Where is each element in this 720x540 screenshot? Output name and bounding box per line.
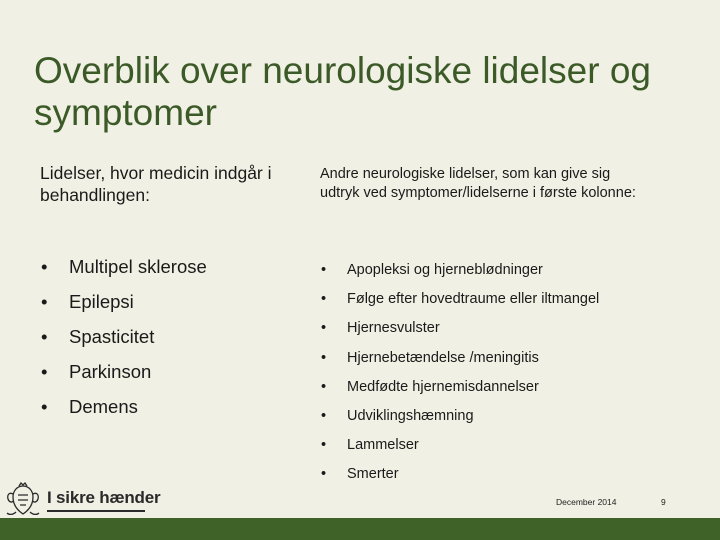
bullet-icon: • [321,407,327,424]
logo-text: I sikre hænder [47,488,161,507]
list-item [41,291,207,326]
list-item [321,465,599,494]
list-item [321,378,599,407]
bullet-icon: • [41,256,48,277]
right-disorder-list [321,261,599,495]
list-item [321,261,599,290]
bottom-bar [0,518,720,540]
list-item [321,290,599,319]
list-item-label: Hjernebetændelse /meningitis [347,349,539,366]
crest-logo-icon [4,482,42,518]
list-item-label: Medfødte hjernemisdannelser [347,378,539,395]
list-item-label: Lammelser [347,437,419,454]
list-item-label: Smerter [347,466,399,483]
list-item [41,256,207,291]
bullet-icon: • [41,291,48,312]
list-item [41,396,207,431]
bullet-icon: • [41,326,48,347]
list-item [321,407,599,436]
page-number: 9 [661,497,666,507]
list-item [321,319,599,348]
list-item [41,361,207,396]
bullet-icon: • [321,291,327,308]
list-item [321,349,599,378]
slide-title: Overblik over neurologiske lidelser og symptomer [34,50,651,133]
bullet-icon: • [321,466,327,483]
bullet-icon: • [321,320,327,337]
list-item-label: Udviklingshæmning [347,407,474,424]
bullet-icon: • [41,361,48,382]
list-item-label: Demens [69,396,138,417]
list-item-label: Apopleksi og hjerneblødninger [347,262,543,278]
bullet-icon: • [321,262,327,278]
list-item-label: Epilepsi [69,291,134,312]
bullet-icon: • [321,378,327,395]
footer-date: December 2014 [556,497,617,507]
left-disorder-list [41,256,207,431]
list-item-label: Hjernesvulster [347,320,440,337]
list-item [321,436,599,465]
left-column-heading: Lidelser, hvor medicin indgår i behandlingen: [40,163,272,205]
bullet-icon: • [321,349,327,366]
list-item-label: Parkinson [69,361,152,382]
bullet-icon: • [41,396,48,417]
logo-underline [47,510,145,512]
right-column-heading: Andre neurologiske lidelser, som kan give sig udtryk ved symptomer/lidelserne i første kolonne: [320,166,636,201]
list-item-label: Spasticitet [69,326,155,347]
list-item-label: Multipel sklerose [69,256,207,277]
list-item [41,326,207,361]
list-item-label: Følge efter hovedtraume eller iltmangel [347,291,600,308]
bullet-icon: • [321,437,327,454]
